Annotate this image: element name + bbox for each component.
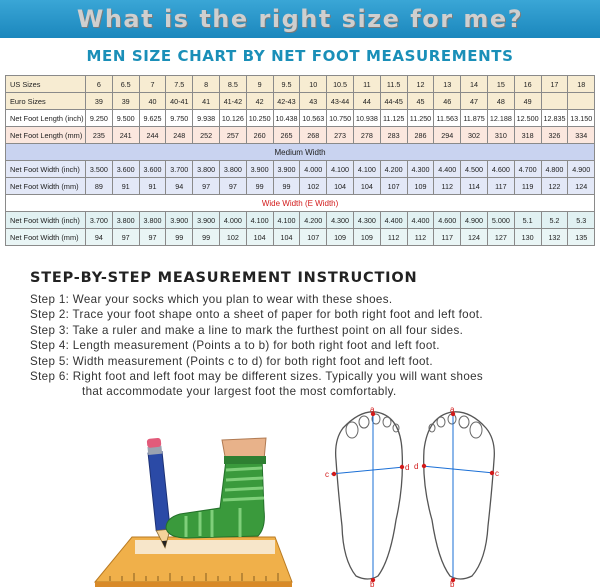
row-label: Net Foot Width (inch) [6,212,86,229]
header-banner [0,0,600,38]
row-label: Net Foot Width (mm) [6,178,86,195]
measurement-illustration [0,400,600,587]
table-cell: 13 [434,76,461,93]
table-cell: 3.500 [86,161,113,178]
table-cell: 117 [434,229,461,246]
table-cell: 104 [327,178,354,195]
table-cell: 16 [514,76,541,93]
size-row-us [6,76,595,93]
table-cell: 15 [487,76,514,93]
table-cell: 14 [461,76,488,93]
ruler-icon [95,537,292,587]
table-cell: 5.3 [568,212,595,229]
table-cell: 114 [461,178,488,195]
table-cell: 99 [273,178,300,195]
table-cell: 10.563 [300,110,327,127]
table-cell: 97 [112,229,139,246]
point-c-label: c [325,470,329,479]
table-cell: 318 [514,127,541,144]
step-4: Step 4: Length measurement (Points a to b) for both right foot and left foot. [30,339,440,353]
table-cell: 268 [300,127,327,144]
table-cell: 91 [112,178,139,195]
table-cell: 17 [541,76,568,93]
table-cell: 4.300 [327,212,354,229]
table-cell: 11.250 [407,110,434,127]
table-cell: 8.5 [219,76,246,93]
table-cell: 49 [514,93,541,110]
table-cell: 42-43 [273,93,300,110]
table-cell: 4.300 [407,161,434,178]
table-cell: 265 [273,127,300,144]
table-cell: 4.100 [353,161,380,178]
table-cell: 11.5 [380,76,407,93]
table-cell: 244 [139,127,166,144]
table-cell: 4.500 [461,161,488,178]
table-cell: 104 [273,229,300,246]
row-label: Net Foot Width (mm) [6,229,86,246]
step-2: Step 2: Trace your foot shape onto a sheet of paper for both right foot and left foot. [30,308,483,322]
table-cell: 109 [327,229,354,246]
table-cell: 294 [434,127,461,144]
table-cell: 122 [541,178,568,195]
table-cell: 283 [380,127,407,144]
table-cell [541,93,568,110]
table-cell: 6.5 [112,76,139,93]
table-cell: 91 [139,178,166,195]
point-b-label-left: b [450,580,455,587]
table-cell: 42 [246,93,273,110]
table-cell: 3.900 [273,161,300,178]
table-cell: 3.800 [139,212,166,229]
table-cell: 3.900 [166,212,193,229]
table-cell: 11.563 [434,110,461,127]
table-cell: 4.400 [407,212,434,229]
table-cell: 4.200 [380,161,407,178]
table-cell: 107 [380,178,407,195]
table-cell: 107 [300,229,327,246]
table-cell: 235 [86,127,113,144]
table-cell: 46 [434,93,461,110]
table-cell: 334 [568,127,595,144]
table-cell: 3.800 [112,212,139,229]
table-cell: 4.100 [246,212,273,229]
table-cell: 4.600 [487,161,514,178]
step-6: Step 6: Right foot and left foot may be different sizes. Typically you will want shoes [30,369,484,383]
table-cell: 11.875 [461,110,488,127]
table-cell: 132 [541,229,568,246]
table-cell: 4.400 [380,212,407,229]
table-cell: 10.438 [273,110,300,127]
step-3: Step 3: Take a ruler and make a line to mark the furthest point on all four sides. [30,323,464,337]
table-cell: 257 [219,127,246,144]
table-cell: 9.500 [112,110,139,127]
table-cell: 99 [166,229,193,246]
step-5: Step 5: Width measurement (Points c to d) for both right foot and left foot. [30,354,433,368]
table-cell: 9.938 [193,110,220,127]
table-cell: 9.625 [139,110,166,127]
table-cell: 99 [193,229,220,246]
point-a-label: a [370,405,375,414]
table-cell: 3.800 [219,161,246,178]
instruction-heading: STEP-BY-STEP MEASUREMENT INSTRUCTION [30,270,418,286]
table-cell: 39 [86,93,113,110]
table-cell: 273 [327,127,354,144]
size-row-length-mm [6,127,595,144]
table-cell: 4.900 [461,212,488,229]
table-cell: 12.835 [541,110,568,127]
table-cell: 41 [193,93,220,110]
table-cell: 119 [514,178,541,195]
point-c-label-left: c [495,469,499,478]
table-cell: 9.250 [86,110,113,127]
table-cell: 102 [300,178,327,195]
section-wide-width [6,195,595,212]
table-cell: 248 [166,127,193,144]
table-cell: 99 [246,178,273,195]
table-cell: 310 [487,127,514,144]
size-row-length-inch [6,110,595,127]
size-row-medium-width-mm [6,178,595,195]
row-label: Euro Sizes [6,93,86,110]
table-cell: 44 [353,93,380,110]
point-d-label: d [405,463,410,472]
point-d-label-left: d [414,462,419,471]
table-cell: 11.125 [380,110,407,127]
point-b-label: b [370,580,375,587]
section-label: Medium Width [6,144,595,161]
table-cell: 109 [353,229,380,246]
table-cell: 5.000 [487,212,514,229]
table-cell: 7.5 [166,76,193,93]
table-cell: 117 [487,178,514,195]
row-label: Net Foot Width (inch) [6,161,86,178]
table-cell: 4.700 [514,161,541,178]
size-row-wide-width-mm [6,229,595,246]
table-cell: 13.150 [568,110,595,127]
sock-foot-icon [166,438,266,538]
table-cell: 43-44 [327,93,354,110]
table-cell: 94 [86,229,113,246]
table-cell: 18 [568,76,595,93]
table-cell: 4.600 [434,212,461,229]
table-cell: 104 [353,178,380,195]
table-cell: 4.400 [434,161,461,178]
table-cell: 286 [407,127,434,144]
table-cell: 97 [193,178,220,195]
table-cell: 10.750 [327,110,354,127]
table-cell: 39 [112,93,139,110]
table-cell: 127 [487,229,514,246]
table-cell: 3.700 [86,212,113,229]
table-cell: 4.900 [568,161,595,178]
size-row-wide-width-inch [6,212,595,229]
table-cell: 112 [407,229,434,246]
table-cell: 102 [219,229,246,246]
table-cell: 89 [86,178,113,195]
table-cell: 104 [246,229,273,246]
table-cell: 252 [193,127,220,144]
size-chart-table [5,75,595,246]
table-cell: 5.2 [541,212,568,229]
table-cell: 135 [568,229,595,246]
table-cell: 9 [246,76,273,93]
table-cell: 3.800 [193,161,220,178]
table-cell: 10.126 [219,110,246,127]
table-cell: 112 [434,178,461,195]
instruction-steps [30,292,590,400]
table-cell: 9.5 [273,76,300,93]
table-cell: 12.188 [487,110,514,127]
table-cell: 94 [166,178,193,195]
table-cell: 40-41 [166,93,193,110]
table-cell: 4.100 [273,212,300,229]
table-cell: 4.300 [353,212,380,229]
table-cell: 43 [300,93,327,110]
step-1: Step 1: Wear your socks which you plan to wear with these shoes. [30,293,393,306]
table-cell: 112 [380,229,407,246]
table-cell: 130 [514,229,541,246]
table-cell: 124 [568,178,595,195]
table-cell: 12 [407,76,434,93]
table-cell [568,93,595,110]
table-cell: 3.900 [193,212,220,229]
table-cell: 5.1 [514,212,541,229]
table-cell: 97 [219,178,246,195]
table-cell: 3.600 [112,161,139,178]
table-cell: 8 [193,76,220,93]
table-cell: 124 [461,229,488,246]
table-cell: 4.100 [327,161,354,178]
point-a-label-left: a [450,405,455,414]
size-row-euro [6,93,595,110]
table-cell: 3.900 [246,161,273,178]
table-cell: 10.938 [353,110,380,127]
table-cell: 10 [300,76,327,93]
right-foot-outline [325,405,409,587]
table-cell: 9.750 [166,110,193,127]
table-cell: 109 [407,178,434,195]
row-label: US Sizes [6,76,86,93]
chart-title: MEN SIZE CHART BY NET FOOT MEASUREMENTS [86,47,514,65]
table-cell: 44-45 [380,93,407,110]
section-medium-width [6,144,595,161]
table-cell: 12.500 [514,110,541,127]
page-title: What is the right size for me? [76,5,524,33]
table-cell: 97 [139,229,166,246]
table-cell: 4.000 [300,161,327,178]
table-cell: 48 [487,93,514,110]
table-cell: 10.5 [327,76,354,93]
table-cell: 4.000 [219,212,246,229]
table-cell: 45 [407,93,434,110]
table-cell: 40 [139,93,166,110]
table-cell: 278 [353,127,380,144]
table-cell: 4.200 [300,212,327,229]
size-row-medium-width-inch [6,161,595,178]
step-6-continued: that accommodate your largest foot the most comfortably. [82,385,397,399]
table-cell: 260 [246,127,273,144]
table-cell: 47 [461,93,488,110]
table-cell: 4.800 [541,161,568,178]
table-cell: 7 [139,76,166,93]
table-cell: 41-42 [219,93,246,110]
row-label: Net Foot Length (inch) [6,110,86,127]
left-foot-outline [414,405,499,587]
table-cell: 326 [541,127,568,144]
table-cell: 10.250 [246,110,273,127]
row-label: Net Foot Length (mm) [6,127,86,144]
table-cell: 11 [353,76,380,93]
section-label: Wide Width (E Width) [6,195,595,212]
table-cell: 241 [112,127,139,144]
table-cell: 6 [86,76,113,93]
table-cell: 3.700 [166,161,193,178]
table-cell: 3.600 [139,161,166,178]
table-cell: 302 [461,127,488,144]
